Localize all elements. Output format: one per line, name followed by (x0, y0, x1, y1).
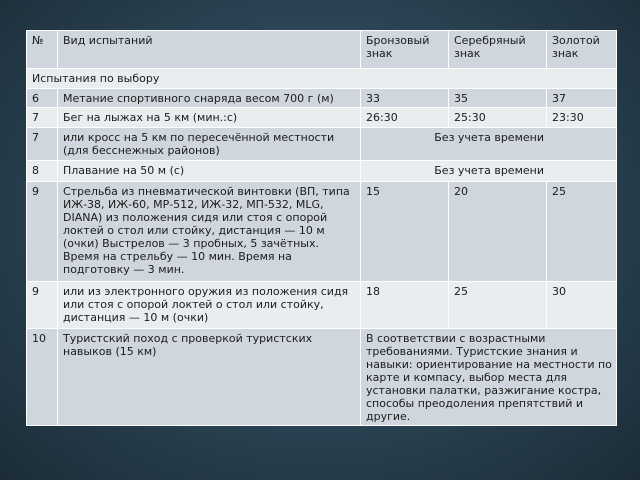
row-silver: 20 (449, 182, 547, 282)
table-row (27, 89, 617, 108)
row-silver: 25:30 (449, 108, 547, 128)
table-header-row (27, 31, 617, 69)
section-row (27, 69, 617, 89)
table-row (27, 108, 617, 128)
row-gold: 37 (547, 89, 617, 108)
row-bronze: 26:30 (361, 108, 449, 128)
row-name: Метание спортивного снаряда весом 700 г (м) (58, 89, 361, 108)
section-title: Испытания по выбору (27, 69, 617, 89)
row-num: 10 (27, 329, 58, 426)
table-row (27, 182, 617, 282)
row-name: или из электронного оружия из положения сидя или стоя с опорой локтей о стол или стойку, дистанция — 10 м (очки) (58, 282, 361, 329)
row-note: В соответствии с возрастными требованиями. Туристские знания и навыки: ориентирование на местности по карте и компасу, выбор места для установки палатки, разжигание костра, способы преодоления препятствий и другие. (361, 329, 617, 426)
row-bronze: 15 (361, 182, 449, 282)
table-row (27, 161, 617, 182)
row-num: 6 (27, 89, 58, 108)
row-num: 9 (27, 282, 58, 329)
row-num: 7 (27, 128, 58, 161)
row-gold: 23:30 (547, 108, 617, 128)
header-silver: Серебряный знак (449, 31, 547, 69)
header-num: № (27, 31, 58, 69)
header-gold: Золотой знак (547, 31, 617, 69)
row-note: Без учета времени (361, 161, 617, 182)
row-name: Плавание на 50 м (с) (58, 161, 361, 182)
table-row (27, 128, 617, 161)
table-row (27, 329, 617, 426)
table-row (27, 282, 617, 329)
row-note: Без учета времени (361, 128, 617, 161)
standards-table (26, 30, 617, 426)
row-gold: 25 (547, 182, 617, 282)
header-test-type: Вид испытаний (58, 31, 361, 69)
row-name: Бег на лыжах на 5 км (мин.:с) (58, 108, 361, 128)
row-bronze: 18 (361, 282, 449, 329)
row-num: 7 (27, 108, 58, 128)
row-bronze: 33 (361, 89, 449, 108)
row-silver: 25 (449, 282, 547, 329)
row-name: Туристский поход с проверкой туристских навыков (15 км) (58, 329, 361, 426)
row-name: или кросс на 5 км по пересечённой местности (для бесснежных районов) (58, 128, 361, 161)
row-silver: 35 (449, 89, 547, 108)
row-num: 8 (27, 161, 58, 182)
row-num: 9 (27, 182, 58, 282)
row-gold: 30 (547, 282, 617, 329)
header-bronze: Бронзовый знак (361, 31, 449, 69)
row-name: Стрельба из пневматической винтовки (ВП, типа ИЖ-38, ИЖ-60, МР-512, ИЖ-32, МП-532, MLG, DIANA) из положения сидя или стоя с опорой локтей о стол или стойку, дистанция — 10 м (очки) Выстрелов — 3 пробных, 5 зачётных. Время на стрельбу — 10 мин. Время на подготовку — 3 мин. (58, 182, 361, 282)
